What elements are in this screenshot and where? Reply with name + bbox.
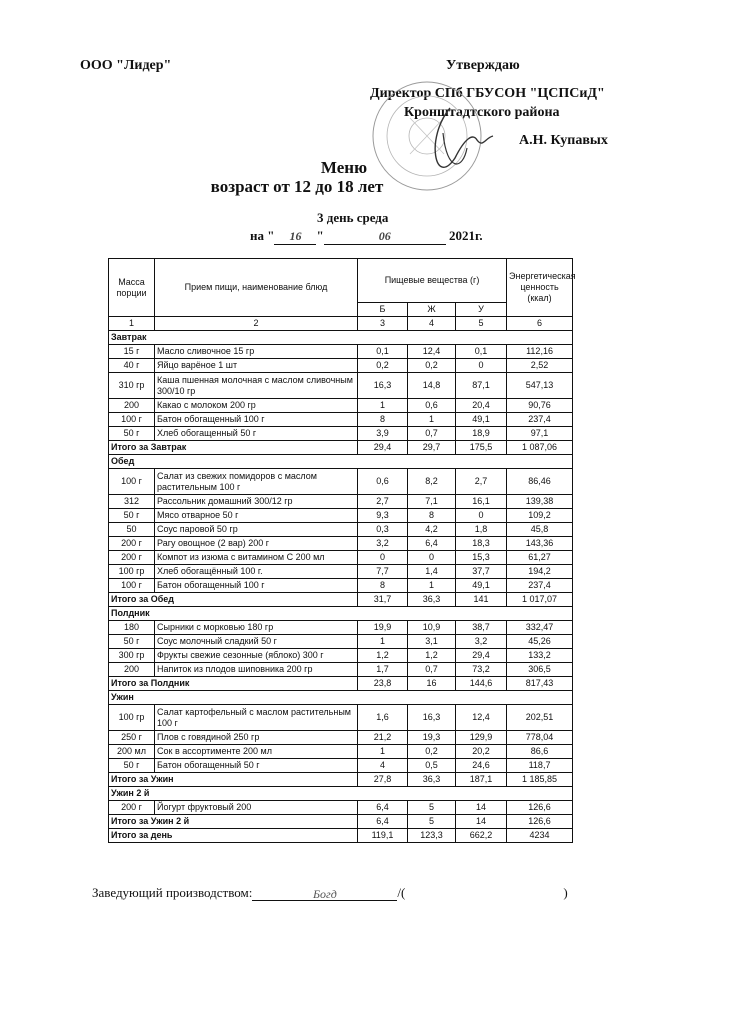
- cell-dish-name: Рассольник домашний 300/12 гр: [155, 495, 358, 509]
- footer-label: Заведующий производством:: [92, 885, 253, 900]
- cell-mass: 50 г: [109, 759, 155, 773]
- table-row: [109, 413, 573, 427]
- table-row: [109, 745, 573, 759]
- cell-fat: 8: [408, 509, 456, 523]
- cell-carbs: 37,7: [456, 565, 507, 579]
- cell-energy: 90,76: [507, 399, 573, 413]
- total-protein: 31,7: [358, 593, 408, 607]
- total-energy: 126,6: [507, 815, 573, 829]
- header-col-1: 1: [109, 317, 155, 331]
- table-row: [109, 731, 573, 745]
- day-total-fat: 123,3: [408, 829, 456, 843]
- signature-field: [252, 886, 397, 901]
- cell-energy: 133,2: [507, 649, 573, 663]
- cell-protein: 16,3: [358, 373, 408, 399]
- total-energy: 1 017,07: [507, 593, 573, 607]
- cell-fat: 1: [408, 579, 456, 593]
- document-title: Меню: [320, 158, 368, 177]
- total-carbs: 175,5: [456, 441, 507, 455]
- footer-close-paren: ): [563, 885, 568, 900]
- total-label: Итого за Полдник: [109, 677, 358, 691]
- total-carbs: 141: [456, 593, 507, 607]
- cell-mass: 200 г: [109, 551, 155, 565]
- cell-carbs: 20,2: [456, 745, 507, 759]
- cell-fat: 4,2: [408, 523, 456, 537]
- table-row: [109, 621, 573, 635]
- cell-protein: 0,6: [358, 469, 408, 495]
- total-carbs: 14: [456, 815, 507, 829]
- total-label: Итого за Ужин 2 й: [109, 815, 358, 829]
- table-row: [109, 551, 573, 565]
- cell-mass: 50 г: [109, 427, 155, 441]
- cell-fat: 19,3: [408, 731, 456, 745]
- header-col-6: 6: [507, 317, 573, 331]
- header-nutrients: Пищевые вещества (г): [358, 259, 507, 303]
- cell-protein: 1: [358, 399, 408, 413]
- footer-signature-line: [92, 885, 568, 901]
- cell-mass: 50 г: [109, 635, 155, 649]
- cell-energy: 118,7: [507, 759, 573, 773]
- cell-mass: 200 г: [109, 537, 155, 551]
- signer-name: А.Н. Купавых: [519, 133, 608, 148]
- cell-dish-name: Мясо отварное 50 г: [155, 509, 358, 523]
- cell-carbs: 18,9: [456, 427, 507, 441]
- cell-dish-name: Компот из изюма с витамином С 200 мл: [155, 551, 358, 565]
- cell-carbs: 3,2: [456, 635, 507, 649]
- total-protein: 23,8: [358, 677, 408, 691]
- cell-dish-name: Яйцо варёное 1 шт: [155, 359, 358, 373]
- cell-carbs: 18,3: [456, 537, 507, 551]
- header-col-5: 5: [456, 317, 507, 331]
- header-col-3: 3: [358, 317, 408, 331]
- cell-mass: 40 г: [109, 359, 155, 373]
- cell-energy: 86,6: [507, 745, 573, 759]
- day-total-protein: 119,1: [358, 829, 408, 843]
- cell-dish-name: Батон обогащенный 100 г: [155, 413, 358, 427]
- cell-fat: 0,7: [408, 427, 456, 441]
- cell-dish-name: Напиток из плодов шиповника 200 гр: [155, 663, 358, 677]
- total-energy: 817,43: [507, 677, 573, 691]
- cell-carbs: 15,3: [456, 551, 507, 565]
- cell-dish-name: Какао с молоком 200 гр: [155, 399, 358, 413]
- header-col-4: 4: [408, 317, 456, 331]
- table-row: [109, 373, 573, 399]
- cell-protein: 0,3: [358, 523, 408, 537]
- cell-dish-name: Масло сливочное 15 гр: [155, 345, 358, 359]
- header-carbs: У: [456, 303, 507, 317]
- table-row: [109, 523, 573, 537]
- cell-energy: 778,04: [507, 731, 573, 745]
- cell-carbs: 129,9: [456, 731, 507, 745]
- district-name: Кронштадтского района: [404, 105, 560, 120]
- section-total-row: [109, 815, 573, 829]
- cell-dish-name: Каша пшенная молочная с маслом сливочным 300/10 гр: [155, 373, 358, 399]
- cell-fat: 0,2: [408, 745, 456, 759]
- cell-fat: 14,8: [408, 373, 456, 399]
- cell-fat: 8,2: [408, 469, 456, 495]
- cell-energy: 61,27: [507, 551, 573, 565]
- date-day-value: 16: [289, 229, 302, 243]
- cell-mass: 312: [109, 495, 155, 509]
- cell-dish-name: Батон обогащенный 50 г: [155, 759, 358, 773]
- organization-name: ООО "Лидер": [80, 58, 172, 73]
- total-fat: 36,3: [408, 773, 456, 787]
- cell-carbs: 0: [456, 509, 507, 523]
- table-row: [109, 579, 573, 593]
- cell-carbs: 2,7: [456, 469, 507, 495]
- cell-mass: 100 г: [109, 413, 155, 427]
- cell-mass: 200: [109, 663, 155, 677]
- table-row: [109, 495, 573, 509]
- table-row: [109, 705, 573, 731]
- cell-protein: 1: [358, 745, 408, 759]
- cell-energy: 109,2: [507, 509, 573, 523]
- cell-carbs: 24,6: [456, 759, 507, 773]
- cell-protein: 1: [358, 635, 408, 649]
- cell-carbs: 16,1: [456, 495, 507, 509]
- cell-dish-name: Сырники с морковью 180 гр: [155, 621, 358, 635]
- cell-fat: 0,2: [408, 359, 456, 373]
- total-fat: 5: [408, 815, 456, 829]
- cell-protein: 4: [358, 759, 408, 773]
- header-mass: Масса порции: [109, 259, 155, 317]
- date-prefix: на ": [250, 228, 275, 243]
- cell-protein: 0: [358, 551, 408, 565]
- cell-fat: 0,5: [408, 759, 456, 773]
- cell-energy: 194,2: [507, 565, 573, 579]
- cell-protein: 8: [358, 579, 408, 593]
- age-group-title: возраст от 12 до 18 лет: [210, 177, 384, 196]
- total-protein: 29,4: [358, 441, 408, 455]
- cell-protein: 8: [358, 413, 408, 427]
- cell-protein: 3,9: [358, 427, 408, 441]
- cell-mass: 50: [109, 523, 155, 537]
- cell-protein: 2,7: [358, 495, 408, 509]
- cell-energy: 86,46: [507, 469, 573, 495]
- date-mid: ": [316, 228, 324, 243]
- cell-fat: 1,4: [408, 565, 456, 579]
- day-title: 3 день среда: [317, 210, 389, 225]
- total-label: Итого за Завтрак: [109, 441, 358, 455]
- cell-fat: 6,4: [408, 537, 456, 551]
- approval-caption: Утверждаю: [446, 58, 520, 73]
- date-month-field: [324, 228, 446, 245]
- section-header-row: [109, 455, 573, 469]
- table-row: [109, 649, 573, 663]
- section-header-row: [109, 691, 573, 705]
- cell-dish-name: Батон обогащенный 100 г: [155, 579, 358, 593]
- cell-dish-name: Сок в ассортименте 200 мл: [155, 745, 358, 759]
- cell-dish-name: Хлеб обогащённый 100 г.: [155, 565, 358, 579]
- table-row: [109, 537, 573, 551]
- table-row: [109, 565, 573, 579]
- cell-carbs: 49,1: [456, 579, 507, 593]
- table-row: [109, 663, 573, 677]
- cell-dish-name: Йогурт фруктовый 200: [155, 801, 358, 815]
- cell-fat: 0,6: [408, 399, 456, 413]
- table-row: [109, 399, 573, 413]
- cell-energy: 45,8: [507, 523, 573, 537]
- cell-energy: 547,13: [507, 373, 573, 399]
- cell-protein: 19,9: [358, 621, 408, 635]
- cell-protein: 1,6: [358, 705, 408, 731]
- cell-energy: 112,16: [507, 345, 573, 359]
- total-fat: 29,7: [408, 441, 456, 455]
- cell-energy: 143,36: [507, 537, 573, 551]
- cell-dish-name: Фрукты свежие сезонные (яблоко) 300 г: [155, 649, 358, 663]
- day-total-label: Итого за день: [109, 829, 358, 843]
- cell-energy: 126,6: [507, 801, 573, 815]
- cell-carbs: 87,1: [456, 373, 507, 399]
- cell-energy: 45,26: [507, 635, 573, 649]
- cell-energy: 306,5: [507, 663, 573, 677]
- section-header-row: [109, 331, 573, 345]
- cell-mass: 300 гр: [109, 649, 155, 663]
- cell-fat: 16,3: [408, 705, 456, 731]
- cell-fat: 0: [408, 551, 456, 565]
- header-dish-name: Прием пищи, наименование блюд: [155, 259, 358, 317]
- footer-open-paren: /(: [397, 885, 406, 900]
- cell-protein: 7,7: [358, 565, 408, 579]
- table-row: [109, 635, 573, 649]
- cell-mass: 180: [109, 621, 155, 635]
- cell-carbs: 14: [456, 801, 507, 815]
- table-row: [109, 345, 573, 359]
- section-header-row: [109, 607, 573, 621]
- cell-dish-name: Хлеб обогащенный 50 г: [155, 427, 358, 441]
- cell-mass: 200 мл: [109, 745, 155, 759]
- cell-energy: 237,4: [507, 579, 573, 593]
- section-title: Обед: [109, 455, 573, 469]
- cell-mass: 250 г: [109, 731, 155, 745]
- section-title: Ужин: [109, 691, 573, 705]
- cell-protein: 0,2: [358, 359, 408, 373]
- total-energy: 1 087,06: [507, 441, 573, 455]
- total-fat: 36,3: [408, 593, 456, 607]
- total-label: Итого за Ужин: [109, 773, 358, 787]
- cell-protein: 6,4: [358, 801, 408, 815]
- table-row: [109, 427, 573, 441]
- cell-fat: 10,9: [408, 621, 456, 635]
- cell-energy: 332,47: [507, 621, 573, 635]
- cell-carbs: 0: [456, 359, 507, 373]
- cell-fat: 1: [408, 413, 456, 427]
- cell-protein: 1,7: [358, 663, 408, 677]
- cell-carbs: 29,4: [456, 649, 507, 663]
- cell-mass: 310 гр: [109, 373, 155, 399]
- cell-protein: 1,2: [358, 649, 408, 663]
- cell-fat: 3,1: [408, 635, 456, 649]
- day-total-energy: 4234: [507, 829, 573, 843]
- table-row: [109, 509, 573, 523]
- cell-mass: 100 г: [109, 579, 155, 593]
- cell-fat: 5: [408, 801, 456, 815]
- cell-fat: 1,2: [408, 649, 456, 663]
- total-energy: 1 185,85: [507, 773, 573, 787]
- section-total-row: [109, 677, 573, 691]
- cell-protein: 3,2: [358, 537, 408, 551]
- cell-mass: 100 г: [109, 469, 155, 495]
- section-title: Завтрак: [109, 331, 573, 345]
- section-total-row: [109, 441, 573, 455]
- day-total-row: [109, 829, 573, 843]
- cell-energy: 2,52: [507, 359, 573, 373]
- date-line: [250, 228, 483, 245]
- cell-carbs: 49,1: [456, 413, 507, 427]
- cell-dish-name: Салат из свежих помидоров с маслом растительным 100 г: [155, 469, 358, 495]
- section-total-row: [109, 773, 573, 787]
- signature-icon: Богд: [312, 887, 337, 901]
- cell-dish-name: Плов с говядиной 250 гр: [155, 731, 358, 745]
- table-row: [109, 469, 573, 495]
- cell-energy: 97,1: [507, 427, 573, 441]
- total-protein: 6,4: [358, 815, 408, 829]
- header-energy: Энергетическая ценность (ккал): [507, 259, 573, 317]
- total-label: Итого за Обед: [109, 593, 358, 607]
- section-title: Полдник: [109, 607, 573, 621]
- cell-carbs: 0,1: [456, 345, 507, 359]
- cell-protein: 0,1: [358, 345, 408, 359]
- cell-mass: 100 гр: [109, 565, 155, 579]
- total-fat: 16: [408, 677, 456, 691]
- header-col-2: 2: [155, 317, 358, 331]
- table-row: [109, 801, 573, 815]
- cell-energy: 202,51: [507, 705, 573, 731]
- cell-protein: 9,3: [358, 509, 408, 523]
- section-title: Ужин 2 й: [109, 787, 573, 801]
- date-month-value: 06: [378, 229, 391, 243]
- cell-energy: 139,38: [507, 495, 573, 509]
- cell-carbs: 73,2: [456, 663, 507, 677]
- cell-mass: 100 гр: [109, 705, 155, 731]
- cell-dish-name: Рагу овощное (2 вар) 200 г: [155, 537, 358, 551]
- cell-mass: 15 г: [109, 345, 155, 359]
- total-carbs: 144,6: [456, 677, 507, 691]
- total-protein: 27,8: [358, 773, 408, 787]
- cell-mass: 50 г: [109, 509, 155, 523]
- cell-fat: 0,7: [408, 663, 456, 677]
- cell-carbs: 12,4: [456, 705, 507, 731]
- cell-mass: 200: [109, 399, 155, 413]
- table-row: [109, 759, 573, 773]
- section-total-row: [109, 593, 573, 607]
- director-title: Директор СПб ГБУСОН "ЦСПСиД": [370, 86, 605, 101]
- cell-fat: 7,1: [408, 495, 456, 509]
- cell-carbs: 38,7: [456, 621, 507, 635]
- cell-mass: 200 г: [109, 801, 155, 815]
- cell-dish-name: Соус молочный сладкий 50 г: [155, 635, 358, 649]
- table-row: [109, 359, 573, 373]
- cell-dish-name: Соус паровой 50 гр: [155, 523, 358, 537]
- date-suffix: 2021г.: [448, 228, 483, 243]
- cell-energy: 237,4: [507, 413, 573, 427]
- cell-carbs: 20,4: [456, 399, 507, 413]
- cell-carbs: 1,8: [456, 523, 507, 537]
- cell-fat: 12,4: [408, 345, 456, 359]
- cell-protein: 21,2: [358, 731, 408, 745]
- date-day-field: [274, 228, 316, 245]
- section-header-row: [109, 787, 573, 801]
- menu-table: [108, 258, 576, 843]
- header-fat: Ж: [408, 303, 456, 317]
- total-carbs: 187,1: [456, 773, 507, 787]
- day-total-carbs: 662,2: [456, 829, 507, 843]
- cell-dish-name: Салат картофельный с маслом растительным 100 г: [155, 705, 358, 731]
- header-protein: Б: [358, 303, 408, 317]
